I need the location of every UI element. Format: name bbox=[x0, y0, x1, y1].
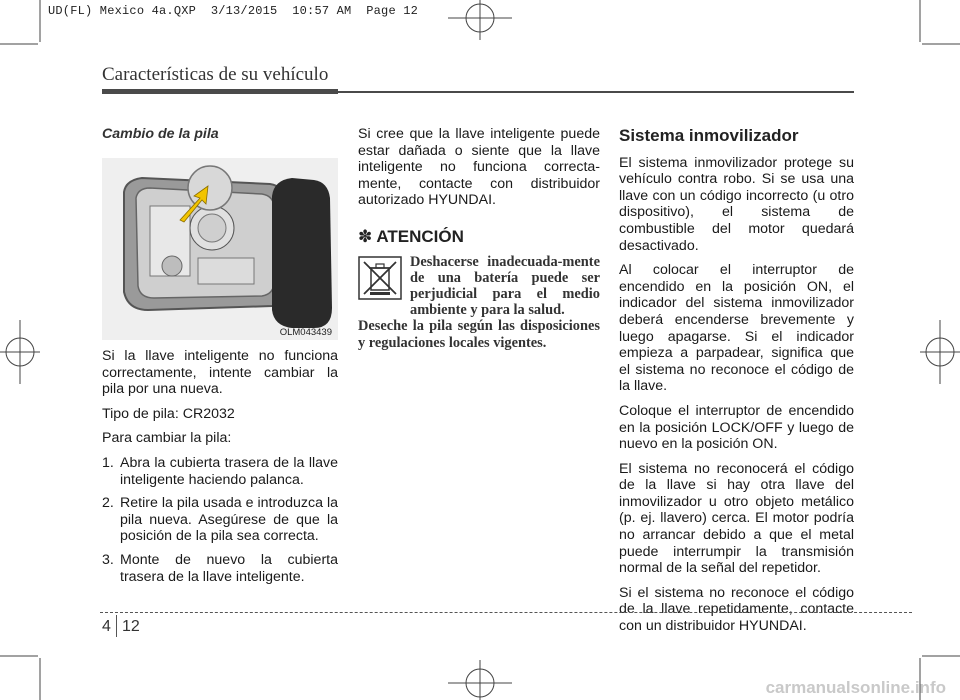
section-title: Sistema inmovilizador bbox=[619, 126, 799, 145]
intro-paragraph: Si la llave inteligente no funciona correctamente, intente cambiar la pila por una nueva. bbox=[102, 348, 338, 398]
battery-type: Tipo de pila: CR2032 bbox=[102, 405, 235, 422]
figure-code: OLM043439 bbox=[279, 327, 332, 338]
steps-list bbox=[102, 455, 338, 585]
section-number: 4 bbox=[102, 618, 111, 635]
column-middle bbox=[358, 126, 600, 351]
registration-mark-icon-bottom bbox=[448, 660, 512, 700]
list-item: 3. Monte de nuevo la cubierta trasera de la llave inteligente. bbox=[102, 551, 338, 585]
paragraph: Si el sistema no reconoce el código de la llave repetidamente, contacte con un distribuidor HYUNDAI. bbox=[619, 584, 854, 635]
section-subhead: Cambio de la pila bbox=[102, 126, 219, 142]
watermark: carmanualsonline.info bbox=[765, 678, 946, 697]
list-item: 1. Abra la cubierta trasera de la llave inteligente haciendo palanca. bbox=[102, 454, 338, 488]
page-header-title: Características de su vehículo bbox=[102, 64, 329, 85]
page-number: 12 bbox=[122, 618, 140, 635]
warning-box bbox=[358, 254, 600, 351]
column-left-body bbox=[102, 348, 338, 592]
registration-mark-icon-top bbox=[448, 0, 512, 40]
registration-mark-icon-right bbox=[920, 320, 960, 384]
warning-rest: Deseche la pila según las disposiciones y regulaciones locales vigentes. bbox=[358, 318, 600, 351]
header-rule bbox=[102, 89, 338, 94]
crossed-bin-icon bbox=[358, 256, 402, 300]
warning-title: ✽ ATENCIÓN bbox=[358, 226, 464, 246]
paragraph: El sistema inmovilizador protege su vehículo contra robo. Si se usa una llave con un código incorrecto (u otro dispositivo), el sistema de combustible del motor quedará desactivado. bbox=[619, 154, 854, 254]
column-right bbox=[619, 128, 854, 643]
warning-lead: Deshacerse inadecuada-mente de una batería puede ser perjudicial para el medio ambiente y para la salud. bbox=[410, 253, 600, 319]
print-slug: UD(FL) Mexico 4a.QXP 3/13/2015 10:57 AM Page 12 bbox=[48, 4, 419, 18]
key-battery-figure bbox=[102, 158, 338, 340]
damage-paragraph: Si cree que la llave inteligente puede estar dañada o siente que la llave inteligente no funciona correcta-mente, contacte con distribuidor autorizado HYUNDAI. bbox=[358, 126, 600, 209]
page-number-divider bbox=[116, 615, 117, 637]
smart-key-illustration bbox=[102, 158, 338, 340]
paragraph: El sistema no reconocerá el código de la llave si hay otra llave del inmovilizador u otro objeto metálico (p. ej. llavero) cerca. El motor podría no arrancar debido a que el metal puede interrumpir la transmisión normal de la señal del repetidor. bbox=[619, 460, 854, 577]
paragraph: Coloque el interruptor de encendido en la posición LOCK/OFF y luego de nuevo en la posición ON. bbox=[619, 402, 854, 453]
list-item: 2. Retire la pila usada e introduzca la pila nueva. Asegúrese de que la posición de la pila sea correcta. bbox=[102, 495, 338, 545]
paragraph: Al colocar el interruptor de encendido en la posición ON, el indicador del sistema inmovilizador deberá encenderse brevemente y luego apagarse. Si el indicador empieza a parpadear, significa que el sistema no reconoce el código de la llave. bbox=[619, 262, 854, 395]
footer-rule bbox=[100, 612, 912, 613]
registration-mark-icon-left bbox=[0, 320, 40, 384]
steps-intro: Para cambiar la pila: bbox=[102, 430, 232, 447]
header-rule-thin bbox=[338, 91, 854, 93]
